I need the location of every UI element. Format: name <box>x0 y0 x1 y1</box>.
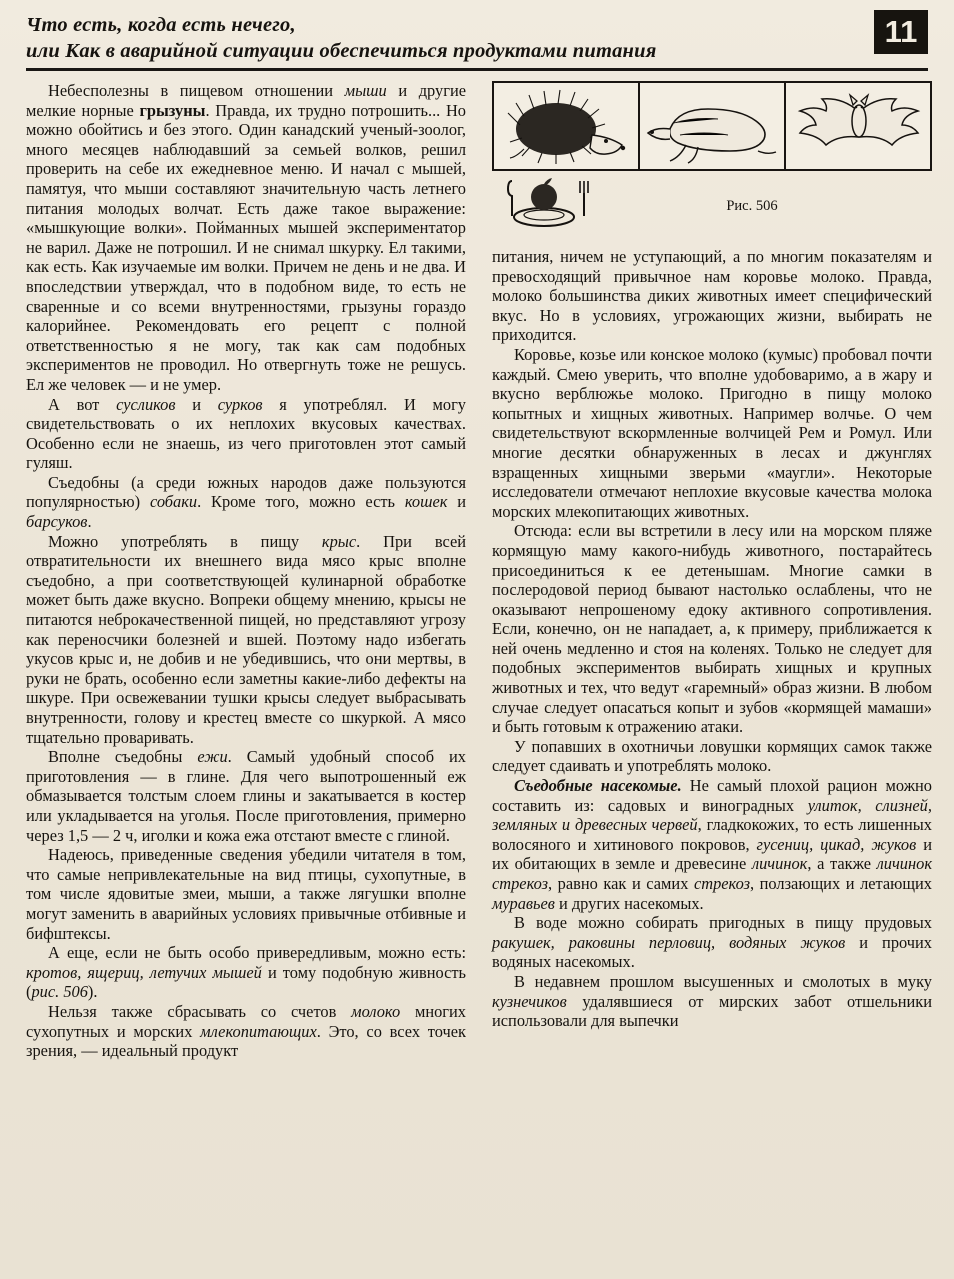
paragraph <box>26 747 466 845</box>
body-text: В недавнем прошлом высушенных и смолотых в муку <box>514 971 932 991</box>
figure-frames <box>492 81 932 171</box>
paragraph <box>492 247 932 345</box>
body-text: и прочих водяных насекомых. <box>492 932 932 972</box>
right-column <box>492 81 932 1271</box>
paragraph <box>26 395 466 473</box>
emphasis-text: кузнечиков <box>492 991 567 1011</box>
emphasis-text: мыши <box>344 81 387 100</box>
left-column-text <box>26 81 466 1061</box>
body-text: Коровье, козье или конское молоко (кумыс) пробовал почти каждый. Смею уверить, что вполне удобоваримо, а в жару и вкусно верблюжье молоко. Пригодно в пищу молоко копытных и хищных животных. Например волчье. О чем свидетельствуют вскормленные волчицей Рем и Ромул. Или многие десятки обнаруженных в лесах и джунглях взращенных хищными зверьми «маугли». Некоторые исследователи отмечают неплохие вкусовые качества молока морских млекопитающих животных. <box>492 344 932 521</box>
body-text: удалявшиеся от мирских забот отшельники использовали для выпечки <box>492 991 932 1031</box>
body-text: ). <box>87 982 98 1002</box>
right-column-text <box>492 247 932 1031</box>
emphasis-text: ракушек <box>492 932 551 952</box>
paragraph <box>492 913 932 972</box>
paragraph <box>26 473 466 532</box>
body-text: . Правда, их трудно потрошить... Но можно обойтись и без этого. Один канадский ученый-зоолог, много месяцев наблюдавший за семьей волков, решил проверить на себе их ежедневное меню. И начал с мышей, памятуя, что мыши составляют значительную часть летнего питания молодых волчат. Есть даже такое выражение: «мышкующие волки». Пойманных мышей экспериментатор не варил. Даже не потрошил. И не снимал шкурку. Ел такими, как есть. Как изучаемые им волки. Причем не день и не два. И впоследствии утверждал, что в подобном виде, то есть не сваренные и со всеми внутренностями, грызуны гораздо калорийнее. Рекомендовать его рецепт с полной ответственностью я не могу, так как сам подобных экспериментов не проводил. Но отвергнуть тоже не решусь. Ел же человек — и не умер. <box>26 100 466 394</box>
emphasis-text: стрекоз <box>693 874 750 893</box>
body-text: , ползающих и летающих <box>749 874 932 893</box>
paragraph <box>26 943 466 1002</box>
body-text: и другие мелкие норные <box>26 81 466 120</box>
body-text: и <box>175 394 218 414</box>
page-number-badge: 11 <box>874 10 928 54</box>
figure-caption: Рис. 506 <box>726 197 778 214</box>
emphasis-text: рис. 506 <box>31 982 88 1002</box>
left-column <box>26 81 466 1271</box>
body-text: , гладкокожих, то есть лишенных волосяного и хитинового покровов, <box>492 815 933 854</box>
body-text: питания, ничем не уступающий, а по многим показателям и превосходящий привычное нам коровье молоко. Правда, молоко большинства диких животных имеет специфический вкус. Но в условиях, угрожающих жизни, выбирать не приходится. <box>492 247 932 345</box>
paragraph <box>26 845 466 943</box>
body-text: и других насекомых. <box>554 893 704 913</box>
page-header <box>26 12 928 71</box>
two-column-body <box>26 81 933 1271</box>
plate-fork-spoon-icon <box>492 175 612 237</box>
emphasis-text: кротов, ящериц, летучих мышей <box>26 962 262 982</box>
emphasis-text: кошек <box>404 492 448 512</box>
body-text: многих сухопутных и морских <box>26 1001 466 1041</box>
emphasis-text: молоко <box>351 1001 401 1021</box>
paragraph <box>26 81 466 395</box>
emphasis-text: ежи <box>197 747 228 767</box>
body-text: и <box>447 492 466 512</box>
body-text: . Самый удобный способ их приготовления — в глине. Для чего выпотрошенный еж обмазывается толстым слоем глины и закатывается в костер или укладывается на уголья. После приготовления, примерно через 1,5 — 2 ч, иголки и кожа ежа отстают вместе с глиной. <box>26 747 467 845</box>
paragraph <box>492 737 932 776</box>
page-title <box>26 12 928 64</box>
body-text: , равно как и самих <box>548 874 694 893</box>
emphasis-text: муравьев <box>492 893 555 913</box>
bat-illustration <box>786 83 930 169</box>
emphasis-text: , раковины перловиц, водяных жуков <box>550 932 846 952</box>
emphasis-text: улиток, слизней, земляных и древесных червей <box>492 795 932 835</box>
body-text: Надеюсь, приведенные сведения убедили читателя в том, что самые непривлекательные на вид птицы, сухопутные, в том числе ядовитые змеи, мыши, а также лягушки вполне могут заменить в аварийных условиях привычные отбивные и бифштексы. <box>26 845 466 943</box>
body-text: . <box>87 512 92 532</box>
body-text: Вполне съедобны <box>48 747 198 767</box>
figure-506 <box>492 81 932 239</box>
body-text: , а также <box>807 854 877 874</box>
paragraph <box>492 972 932 1031</box>
paragraph <box>492 521 932 737</box>
body-text: А еще, если не быть особо привередливым, можно есть: <box>48 943 466 963</box>
body-text: я употреблял. И могу свидетельствовать о их неплохих вкусовых качествах. Особенно если не знаешь, из чего приготовлен этот самый гуляш. <box>26 394 466 473</box>
body-text: . При всей отвратительности их внешнего вида мясо крыс вполне съедобно, а при соответствующей кулинарной обработке может быть даже вкусно. Вопреки общему мнению, крысы не питаются неброкачественной пищей, но представляют угрозу как переносчики болезней и вшей. Поэтому надо избегать укусов крыс и, не добив и не убедившись, что они мертвы, в руки не брать, особенно если заметны какие-либо дефекты на шкуре. При освежевании тушки крысы следует выбрасывать внутренности, голову и крестец вместе со шкуркой. А мясо тщательно проваривать. <box>26 531 466 747</box>
body-text: А вот <box>48 394 117 414</box>
body-text: . Кроме того, можно есть <box>197 492 405 512</box>
emphasis-text: сусликов <box>116 394 176 414</box>
body-text: Отсюда: если вы встретили в лесу или на морском пляже кормящую маму какого-нибудь животного, постарайтесь присоединиться к ее детенышам. Многие самки в послеродовой период бывают настолько ослаблены, что не оказывают непрошеному едоку активного сопротивления. Если, конечно, он не нападает, а, к примеру, приближается к ней очень медленно и стоя на коленях. Только не следует для подобных экспериментов выбирать хищных и крупных животных и тех, что ведут «гаремный» образ жизни. В любом случае следует опасаться копыт и зубов «кормящей мамаши» и быть готовым к отражению атаки. <box>492 521 932 737</box>
body-text: Можно употреблять в пищу <box>48 531 322 551</box>
body-text: У попавших в охотничьи ловушки кормящих самок также следует сдаивать и употреблять молоко. <box>492 736 932 776</box>
body-text: Нельзя также сбрасывать со счетов <box>48 1001 352 1021</box>
body-text: . Это, со всех точек зрения, — идеальный продукт <box>26 1021 466 1061</box>
emphasis-text: личинок стрекоз <box>492 854 932 893</box>
body-text: Не самый плохой рацион можно составить из: садовых и виноградных <box>492 776 932 815</box>
emphasis-text: личинок <box>751 854 808 874</box>
emphasis-text: собаки <box>149 492 198 512</box>
paragraph <box>26 1002 466 1061</box>
mole-illustration <box>640 83 786 169</box>
page-title-line1: Что есть, когда есть нечего, <box>26 14 296 36</box>
paragraph <box>26 532 466 748</box>
emphasis-text: барсуков <box>26 512 88 532</box>
emphasis-text: сурков <box>217 394 263 414</box>
emphasis-text: гусениц, цикад, жуков <box>756 834 917 854</box>
body-text: Съедобны (а среди южных народов даже пользуются популярностью) <box>26 472 466 512</box>
body-text: и их обитающих в земле и древесине <box>492 834 932 874</box>
paragraph <box>492 345 932 521</box>
emphasis-text: крыс <box>321 531 357 551</box>
body-text: и тому подобную живность ( <box>26 962 467 1002</box>
strong-text: грызуны <box>139 100 206 120</box>
page-title-line2: или Как в аварийной ситуации обеспечиться продуктами питания <box>26 40 657 62</box>
body-text: В воде можно собирать пригодных в пищу прудовых <box>514 913 932 933</box>
hedgehog-illustration <box>494 83 640 169</box>
figure-caption-row <box>492 173 932 239</box>
emphasis-text: млекопитающих <box>200 1021 317 1041</box>
section-heading: Съедобные насекомые. <box>514 776 682 796</box>
body-text: Небесполезны в пищевом отношении <box>48 81 345 100</box>
paragraph <box>492 776 932 913</box>
